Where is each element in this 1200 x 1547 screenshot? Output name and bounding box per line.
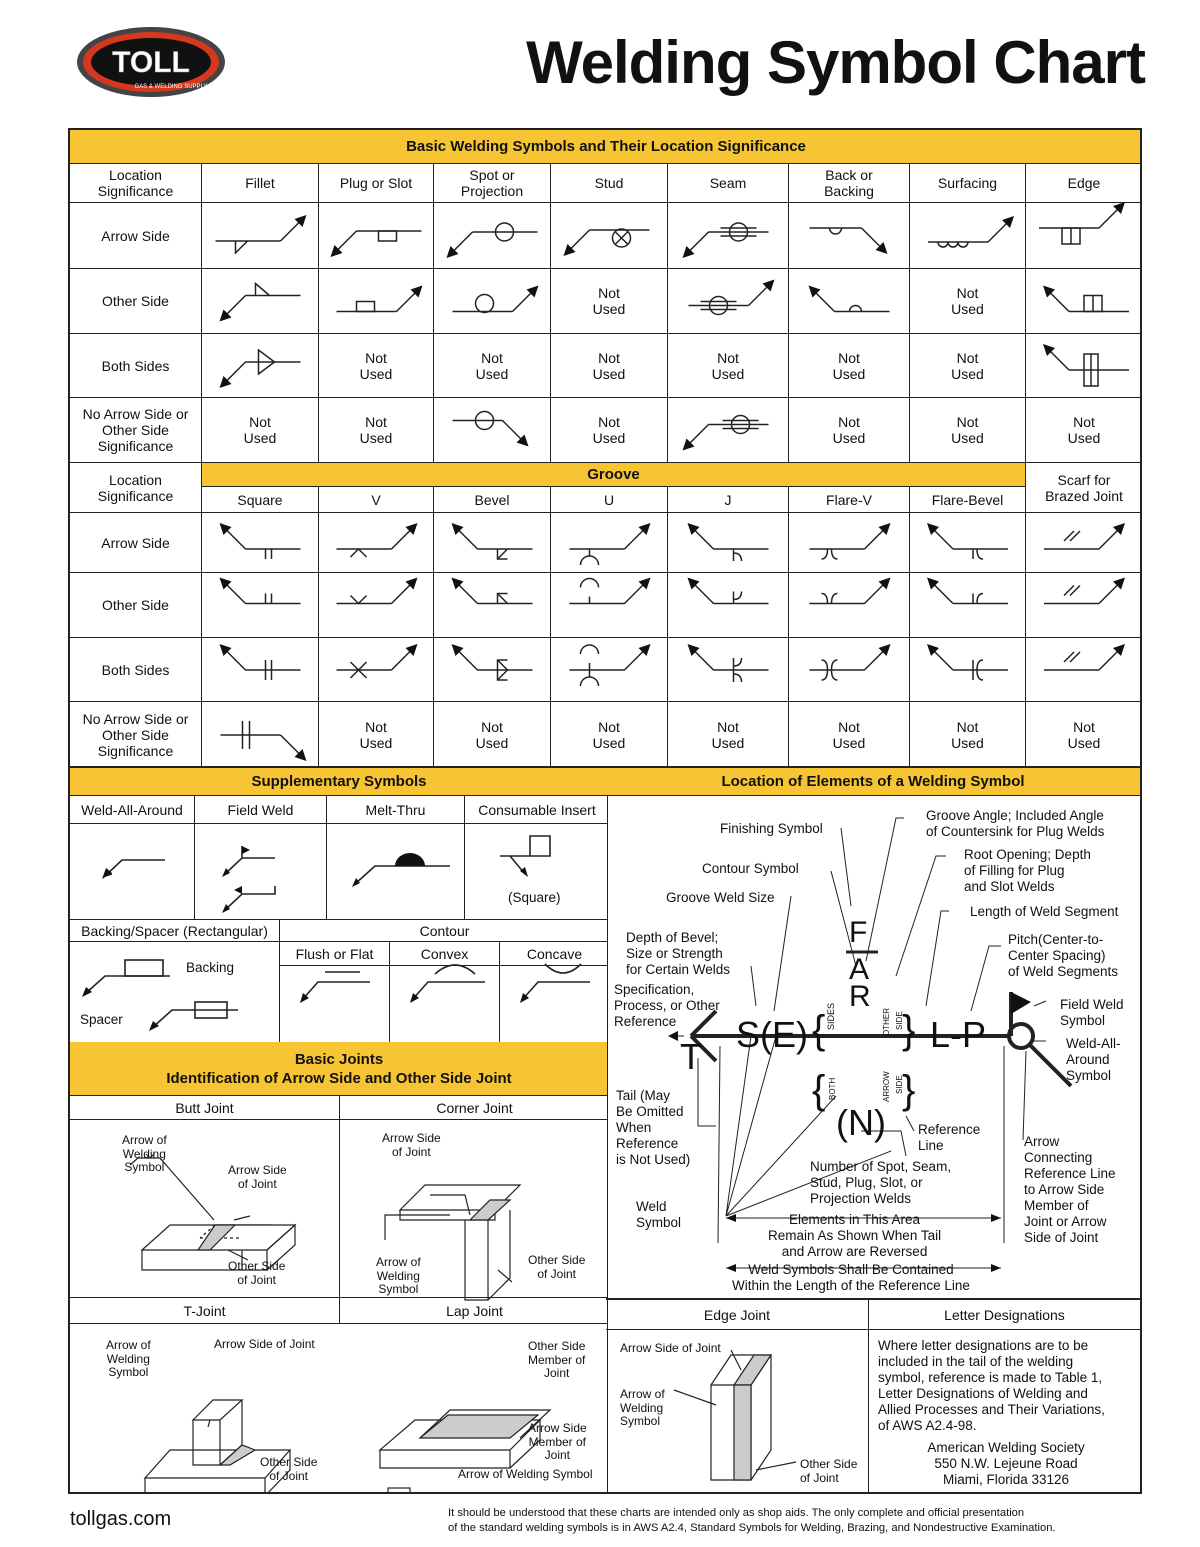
pitch-label: Pitch(Center-to- Center Spacing) of Weld Segments xyxy=(1008,932,1119,979)
basic-cell-3-5: Not Used xyxy=(789,398,910,463)
page-title: Welding Symbol Chart xyxy=(526,29,1145,96)
groove-cell-3-7: Not Used xyxy=(1026,702,1142,768)
basic-symbol-1-0 xyxy=(202,269,319,334)
groove-cell-1-5 xyxy=(789,573,910,638)
t-arrow-side-label: Arrow Side of Joint xyxy=(214,1337,315,1351)
backing-contour-symbols xyxy=(70,942,608,1044)
footer-note: It should be understood that these charts are intended only as shop aids. The only complete and official presentation of the standard welding symbols is in AWS A2.4, Standard Symbols for Welding, Brazing, and Nondestructive Examination. xyxy=(448,1507,1056,1534)
basic-cell-1-6: Not Used xyxy=(910,269,1026,334)
edge-arrow-label: Arrow of Welding Symbol xyxy=(620,1387,665,1428)
groove-col-0: Square xyxy=(202,487,319,513)
basic-row-3: No Arrow Side or Other Side Significance xyxy=(70,398,202,463)
corner-arrow-side-label: Arrow Side of Joint xyxy=(382,1131,441,1159)
basic-cell-2-2: Not Used xyxy=(434,334,551,398)
edge-other-side-label: Other Side of Joint xyxy=(800,1457,858,1485)
groove-col-3: U xyxy=(551,487,668,513)
basic-cell-2-1: Not Used xyxy=(319,334,434,398)
basic-col-3: Stud xyxy=(551,164,668,203)
basic-symbol-0-7 xyxy=(1026,203,1142,269)
butt-arrow-side-label: Arrow Side of Joint xyxy=(228,1163,287,1191)
basic-symbol-0-3 xyxy=(551,203,668,269)
arrow-text: ARROW xyxy=(882,1071,891,1102)
lap-arrow-symbol-label: Arrow of Welding Symbol xyxy=(458,1467,593,1481)
supp-col-weld-all-around: Weld-All-Around xyxy=(70,796,195,824)
basic-cell-3-6: Not Used xyxy=(910,398,1026,463)
basic-symbol-3-2 xyxy=(434,398,551,463)
groove-cell-0-2 xyxy=(434,513,551,573)
contour-symbol-label: Contour Symbol xyxy=(702,861,799,876)
groove-cell-3-5: Not Used xyxy=(789,702,910,768)
basic-row-1: Other Side xyxy=(70,269,202,334)
supp-col-consumable-insert: Consumable Insert xyxy=(465,796,608,824)
basic-cell-3-0: Not Used xyxy=(202,398,319,463)
depth-label: Depth of Bevel; Size or Strength for Certain Welds xyxy=(626,930,731,977)
groove-row-1: Other Side xyxy=(70,573,202,638)
groove-cell-1-7 xyxy=(1026,573,1142,638)
basic-symbol-2-0 xyxy=(202,334,319,398)
groove-cell-0-6 xyxy=(910,513,1026,573)
reference-line-label: Reference Line xyxy=(918,1122,981,1153)
basic-symbol-0-1 xyxy=(319,203,434,269)
weld-symbol-label: Weld Symbol xyxy=(636,1199,682,1230)
basic-col-4: Seam xyxy=(668,164,789,203)
groove-header: Groove xyxy=(202,463,1026,487)
scarf-col: Scarf for Brazed Joint xyxy=(1026,463,1142,513)
both-text: BOTH xyxy=(828,1077,837,1100)
contour-convex: Convex xyxy=(390,942,500,966)
groove-cell-0-5 xyxy=(789,513,910,573)
toll-logo xyxy=(76,26,226,98)
groove-cell-0-7 xyxy=(1026,513,1142,573)
elements-label: Elements in This Area Remain As Shown When Tail and Arrow are Reversed xyxy=(768,1212,942,1259)
groove-cell-0-4 xyxy=(668,513,789,573)
basic-row-2: Both Sides xyxy=(70,334,202,398)
basic-row-0: Arrow Side xyxy=(70,203,202,269)
svg-text:GAS & WELDING SUPPLY: GAS & WELDING SUPPLY xyxy=(134,84,208,90)
groove-cell-2-4 xyxy=(668,638,789,702)
basic-symbol-1-1 xyxy=(319,269,434,334)
groove-cell-1-3 xyxy=(551,573,668,638)
groove-cell-2-7 xyxy=(1026,638,1142,702)
basic-cell-2-5: Not Used xyxy=(789,334,910,398)
all-around-label: Weld-All- Around Symbol xyxy=(1066,1036,1121,1083)
groove-cell-2-6 xyxy=(910,638,1026,702)
basic-header: Basic Welding Symbols and Their Location Significance xyxy=(70,130,1142,164)
basic-symbol-0-5 xyxy=(789,203,910,269)
basic-symbol-1-7 xyxy=(1026,269,1142,334)
side-text: SIDE xyxy=(895,1011,904,1030)
groove-cell-1-2 xyxy=(434,573,551,638)
svg-text:TOLL: TOLL xyxy=(112,46,190,79)
corner-arrow-label: Arrow of Welding Symbol xyxy=(376,1255,421,1296)
corner-other-side-label: Other Side of Joint xyxy=(528,1253,586,1281)
contained-label: Weld Symbols Shall Be Contained Within the Length of the Reference Line xyxy=(732,1262,970,1293)
location-elements-panel: Location of Elements of a Welding Symbol Finishing Symbol Groove Angle; Included Angle of Countersink for Plug Welds Contour Symbol Root Opening; Depth of Filling for Plug and Slot Welds Groove Weld Size Length of Weld Segment Depth of Bevel; Size or Strength for Certain Welds Pitch(Center-to- Center Spacing) of Weld Segments Specification, Process, or Other Reference Field Weld Symbol Weld-All- Around Symbol Tail (May Be Omitted When Reference is Not Used) Reference Line Number of Spot, Seam, Stud, Plug, Slot, or Projection Welds Arrow Connecting Reference Line to Arrow Side Member of Joint or Arrow Side of Joint Weld Symbol Elements in This Area Remain As Shown When Tail and Arrow are Reversed Weld Symbols Shall Be Contained Within the Length of the Reference Line F A R T S(E) L-P (N) { } { } SIDES OTHER SIDE BOTH ARROW SIDE xyxy=(606,766,1142,1300)
basic-cell-2-4: Not Used xyxy=(668,334,789,398)
location-header: Location of Elements of a Welding Symbol xyxy=(606,768,1140,796)
spec-label: Specification, Process, or Other Reference xyxy=(614,982,720,1029)
number-letters: (N) xyxy=(836,1102,886,1143)
groove-cell-3-0 xyxy=(202,702,319,768)
groove-row-0: Arrow Side xyxy=(70,513,202,573)
basic-cell-3-3: Not Used xyxy=(551,398,668,463)
backing-spacer-header: Backing/Spacer (Rectangular) xyxy=(70,920,280,942)
groove-cell-2-0 xyxy=(202,638,319,702)
lp-letters: L-P xyxy=(930,1014,987,1055)
basic-col-5: Back or Backing xyxy=(789,164,910,203)
contour-concave: Concave xyxy=(500,942,608,966)
basic-symbol-2-7 xyxy=(1026,334,1142,398)
side2-text: SIDE xyxy=(895,1075,904,1094)
basic-symbols-table xyxy=(68,128,1142,768)
groove-col-2: Bevel xyxy=(434,487,551,513)
groove-col-4: J xyxy=(668,487,789,513)
supp-col-melt-thru: Melt-Thru xyxy=(327,796,465,824)
basic-symbol-3-4 xyxy=(668,398,789,463)
edge-joint-title: Edge Joint xyxy=(606,1300,869,1330)
length-label: Length of Weld Segment xyxy=(970,904,1119,919)
square-label: (Square) xyxy=(508,890,561,905)
lap-arrow-side-label: Arrow Side Member of Joint xyxy=(528,1421,587,1462)
root-letter: R xyxy=(849,980,871,1013)
groove-cell-2-5 xyxy=(789,638,910,702)
basic-cell-1-3: Not Used xyxy=(551,269,668,334)
groove-cell-2-3 xyxy=(551,638,668,702)
size-letters: S(E) xyxy=(736,1014,808,1055)
groove-cell-3-4: Not Used xyxy=(668,702,789,768)
t-arrow-label: Arrow of Welding Symbol xyxy=(106,1338,151,1379)
letters-body: Where letter designations are to be included in the tail of the welding symbol, reference is made to Table 1, Letter Designations of Welding and Allied Processes and Their Variations, of AWS A2.4-98. xyxy=(878,1338,1105,1433)
footer-site[interactable]: tollgas.com xyxy=(70,1508,172,1530)
groove-row-3: No Arrow Side or Other Side Significance xyxy=(70,702,202,768)
basic-symbol-0-6 xyxy=(910,203,1026,269)
basic-corner: Location Significance xyxy=(70,164,202,203)
groove-row-2: Both Sides xyxy=(70,638,202,702)
edge-letters-panel xyxy=(606,1298,1142,1494)
basic-col-6: Surfacing xyxy=(910,164,1026,203)
supp-header: Supplementary Symbols xyxy=(70,768,608,796)
groove-cell-2-1 xyxy=(319,638,434,702)
joints-header: Basic Joints Identification of Arrow Side and Other Side Joint xyxy=(70,1042,608,1096)
finishing-label: Finishing Symbol xyxy=(720,821,823,836)
basic-symbol-0-4 xyxy=(668,203,789,269)
basic-symbol-1-4 xyxy=(668,269,789,334)
letters-address: American Welding Society 550 N.W. Lejeune Road Miami, Florida 33126 xyxy=(927,1440,1085,1487)
groove-cell-3-1: Not Used xyxy=(319,702,434,768)
arrow-connecting-label: Arrow Connecting Reference Line to Arrow Side Member of Joint or Arrow Side of Joint xyxy=(1024,1134,1116,1245)
basic-cell-3-7: Not Used xyxy=(1026,398,1142,463)
groove-cell-0-0 xyxy=(202,513,319,573)
basic-cell-2-6: Not Used xyxy=(910,334,1026,398)
basic-symbol-0-2 xyxy=(434,203,551,269)
number-label: Number of Spot, Seam, Stud, Plug, Slot, or Projection Welds xyxy=(810,1159,952,1206)
groove-col-6: Flare-Bevel xyxy=(910,487,1026,513)
t-joint-title: T-Joint xyxy=(70,1298,340,1324)
groove-cell-3-3: Not Used xyxy=(551,702,668,768)
t-other-side-label: Other Side of Joint xyxy=(260,1455,318,1483)
groove-cell-1-0 xyxy=(202,573,319,638)
contour-flush: Flush or Flat xyxy=(280,942,390,966)
contour-header: Contour xyxy=(280,920,608,942)
sides-text: SIDES xyxy=(826,1002,836,1030)
basic-col-7: Edge xyxy=(1026,164,1142,203)
edge-arrow-side-label: Arrow Side of Joint xyxy=(620,1341,721,1355)
basic-cell-2-3: Not Used xyxy=(551,334,668,398)
groove-size-label: Groove Weld Size xyxy=(666,890,775,905)
groove-cell-3-6: Not Used xyxy=(910,702,1026,768)
backing-label: Backing xyxy=(186,960,235,975)
letter-designations-title: Letter Designations xyxy=(869,1300,1140,1330)
supp-col-field-weld: Field Weld xyxy=(195,796,327,824)
corner-joint-title: Corner Joint xyxy=(340,1096,608,1120)
groove-corner: Location Significance xyxy=(70,463,202,513)
groove-col-5: Flare-V xyxy=(789,487,910,513)
basic-col-1: Plug or Slot xyxy=(319,164,434,203)
groove-cell-0-3 xyxy=(551,513,668,573)
basic-joints-panel xyxy=(68,1042,608,1494)
groove-col-1: V xyxy=(319,487,434,513)
tail-label: Tail (May Be Omitted When Reference is Not Used) xyxy=(616,1088,691,1167)
other-text: OTHER xyxy=(882,1008,891,1036)
groove-cell-1-1 xyxy=(319,573,434,638)
basic-col-2: Spot or Projection xyxy=(434,164,551,203)
groove-cell-1-6 xyxy=(910,573,1026,638)
lap-joint-title: Lap Joint xyxy=(340,1298,608,1324)
field-weld-label: Field Weld Symbol xyxy=(1060,997,1124,1028)
tail-letter: T xyxy=(680,1036,702,1077)
spacer-label: Spacer xyxy=(80,1012,123,1027)
basic-symbol-1-2 xyxy=(434,269,551,334)
groove-cell-0-1 xyxy=(319,513,434,573)
butt-arrow-label: Arrow of Welding Symbol xyxy=(122,1133,167,1174)
basic-col-0: Fillet xyxy=(202,164,319,203)
butt-joint-title: Butt Joint xyxy=(70,1096,340,1120)
groove-cell-3-2: Not Used xyxy=(434,702,551,768)
groove-cell-2-2 xyxy=(434,638,551,702)
basic-cell-3-1: Not Used xyxy=(319,398,434,463)
root-opening-label: Root Opening; Depth of Filling for Plug and Slot Welds xyxy=(964,847,1091,894)
basic-symbol-0-0 xyxy=(202,203,319,269)
finish-letter: F xyxy=(849,916,868,949)
groove-angle-label: Groove Angle; Included Angle of Countersink for Plug Welds xyxy=(926,808,1105,839)
groove-cell-1-4 xyxy=(668,573,789,638)
basic-symbol-1-5 xyxy=(789,269,910,334)
lap-other-label: Other Side Member of Joint xyxy=(528,1339,586,1380)
supplementary-panel xyxy=(68,766,608,1044)
angle-letter: A xyxy=(849,953,870,986)
butt-other-side-label: Other Side of Joint xyxy=(228,1259,286,1287)
